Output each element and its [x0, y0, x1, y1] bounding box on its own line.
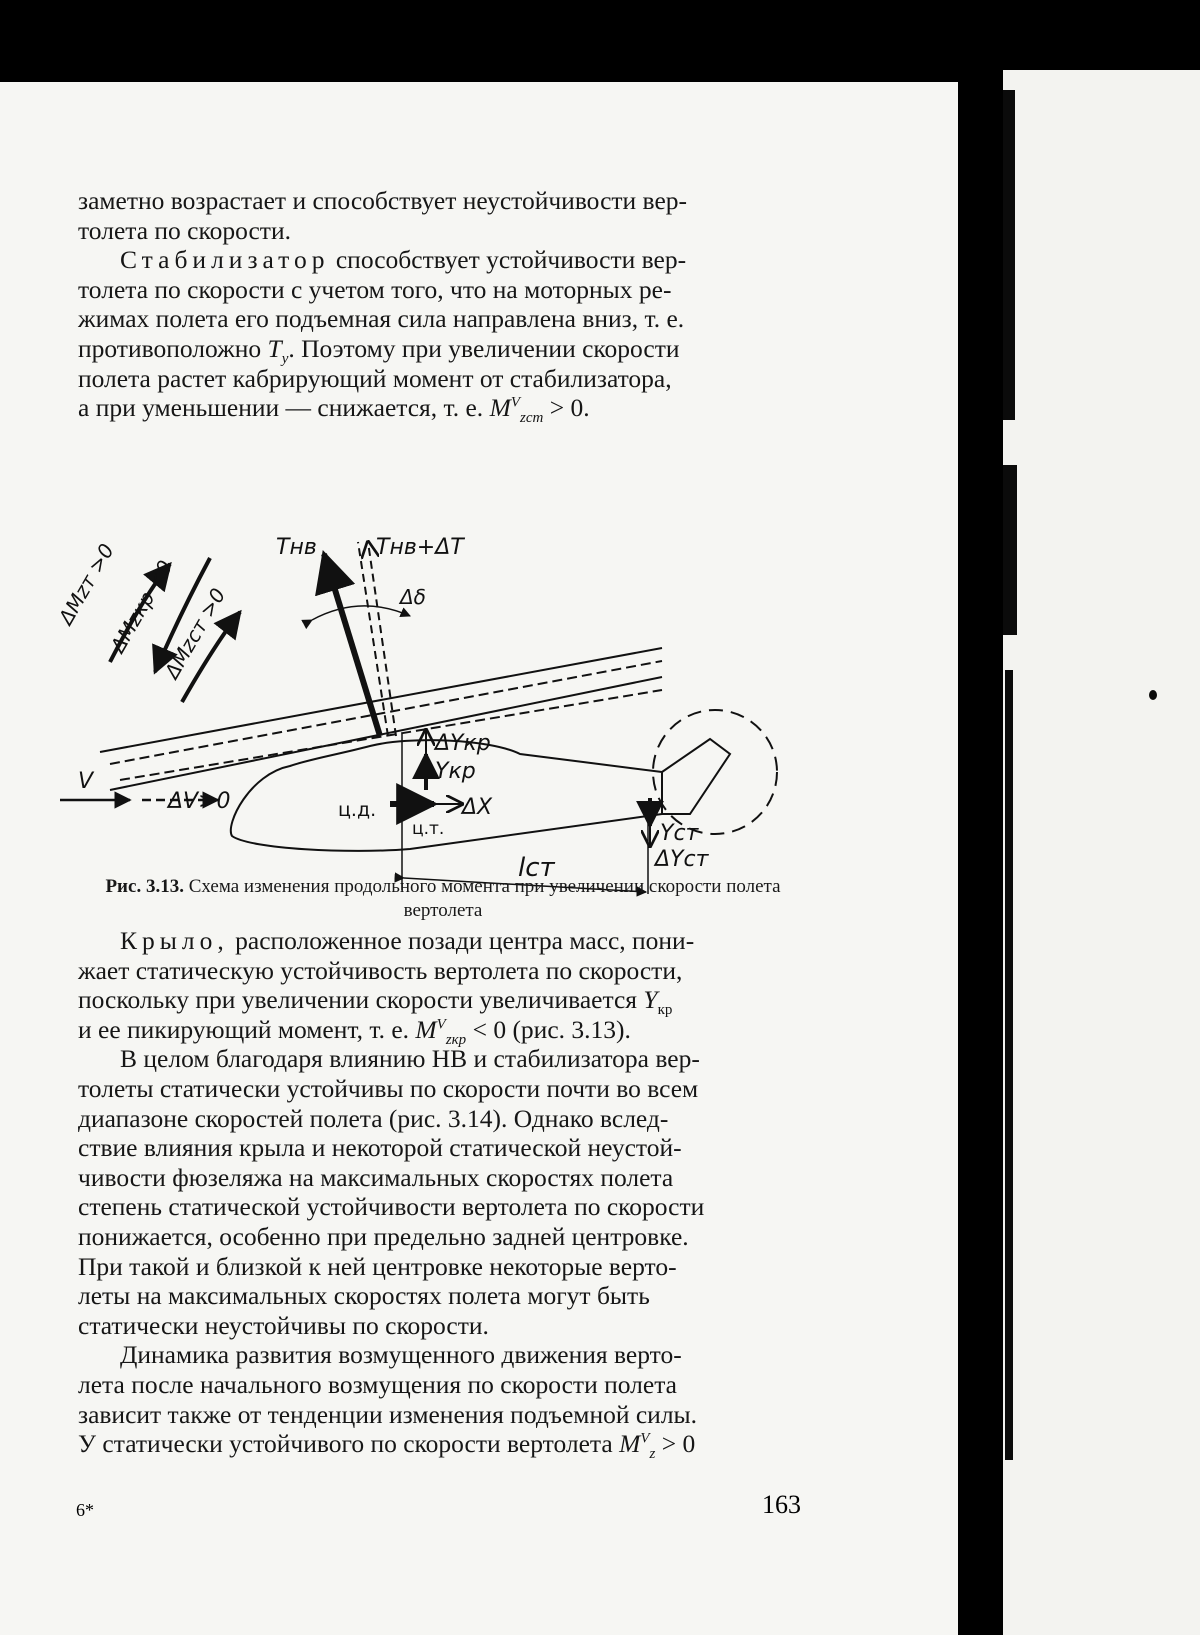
binding-bar	[1005, 670, 1013, 1460]
subscript: z	[649, 1446, 656, 1463]
label-y-st: Yст	[660, 821, 699, 846]
subscript: zст	[519, 410, 544, 427]
adjacent-page-strip	[1003, 70, 1200, 1635]
spaced-term: Крыло,	[120, 926, 229, 955]
text-block-top	[78, 186, 808, 427]
line: а при уменьшении — снижается, т. е.	[78, 393, 490, 423]
paragraph-2	[78, 245, 808, 427]
signature-mark: 6*	[76, 1500, 94, 1520]
line: . Поэтому при увеличении скорости	[288, 333, 680, 363]
line: заметно возрастает и способствует неустойчивости вер-	[78, 186, 687, 215]
symbol: M	[619, 1429, 641, 1459]
label-dm-zt: ΔMzт >0	[53, 539, 119, 629]
label-l-st: lст	[518, 853, 555, 883]
line: > 0	[655, 1429, 696, 1459]
line: расположенное позади центра масс, пони-	[228, 926, 695, 955]
line: лета после начального возмущения по скорости полета	[78, 1369, 677, 1399]
subscript: кр	[657, 1002, 673, 1019]
paragraph-4	[78, 1044, 808, 1340]
page-number: 163	[762, 1490, 801, 1519]
line: У статически устойчивого по скорости вертолета	[78, 1429, 620, 1459]
fuselage-outline	[231, 740, 662, 851]
label-delta-delta: Δδ	[400, 585, 426, 609]
label-cd: ц.д.	[338, 799, 377, 821]
label-dy-st: ΔYст	[655, 847, 709, 872]
line: леты на максимальных скоростях полета могут быть	[78, 1281, 650, 1311]
line: зависит также от тенденции изменения подъемной силы.	[78, 1399, 698, 1429]
subscript: zкр	[445, 1031, 467, 1048]
subscript: y	[281, 351, 289, 368]
paragraph-5	[78, 1340, 808, 1463]
figure-3-13-diagram	[50, 454, 840, 944]
superscript: V	[640, 1430, 650, 1447]
symbol: M	[489, 393, 511, 423]
label-dy-kr: ΔYкр	[435, 731, 491, 756]
label-t-nv-dt: Tнв+ΔT	[376, 535, 464, 560]
line: > 0.	[543, 393, 590, 423]
paragraph-3	[78, 926, 808, 1048]
line: ствие влияния крыла и некоторой статической неустой-	[78, 1133, 682, 1163]
tail-rotor-circle	[653, 710, 777, 834]
symbol: Y	[643, 985, 658, 1015]
paragraph-1	[78, 186, 808, 245]
label-y-kr: Yкр	[435, 759, 476, 784]
line: противоположно	[78, 333, 268, 363]
label-ct: ц.т.	[412, 819, 445, 839]
book-page	[0, 82, 958, 1635]
caption-number: Рис. 3.13.	[105, 876, 184, 897]
line: и ее пикирующий момент, т. е.	[78, 1014, 416, 1044]
line: чивости фюзеляжа на максимальных скоростях полета	[78, 1162, 674, 1192]
symbol: M	[415, 1014, 437, 1044]
line: поскольку при увеличении скорости увеличивается	[78, 985, 644, 1015]
label-dm-zst: ΔMzст >0	[159, 583, 231, 683]
tail-fin	[662, 739, 730, 814]
line: степень статической устойчивости вертолета по скорости	[78, 1192, 705, 1222]
binding-bar	[1003, 90, 1015, 420]
rotor-blade-line	[110, 677, 662, 790]
scan-speck	[1149, 690, 1157, 700]
superscript: V	[436, 1016, 446, 1033]
label-t-nv: Tнв	[276, 535, 317, 560]
line: полета растет кабрирующий момент от стабилизатора,	[78, 363, 672, 393]
delta-angle-arc	[312, 606, 410, 620]
line: диапазоне скоростей полета (рис. 3.14). Однако вслед-	[78, 1103, 669, 1133]
line: < 0 (рис. 3.13).	[466, 1014, 631, 1044]
line: В целом благодаря влиянию НВ и стабилизатора вер-	[120, 1044, 700, 1074]
label-dm-zkr: ΔMzкр <0	[105, 556, 178, 657]
superscript: V	[510, 394, 520, 411]
caption-text: Схема изменения продольного момента при увеличении скорости полета вертолета	[183, 876, 781, 921]
line: понижается, особенно при предельно задней центровке.	[78, 1221, 689, 1251]
line: статически неустойчивы по скорости.	[78, 1310, 489, 1340]
line: Динамика развития возмущенного движения верто-	[120, 1340, 682, 1370]
line: способствует устойчивости вер-	[329, 245, 687, 275]
line: При такой и близкой к ней центровке некоторые верто-	[78, 1251, 677, 1281]
label-dv: ΔV>0	[168, 789, 231, 814]
label-v: V	[78, 769, 94, 794]
symbol: T	[267, 333, 282, 363]
figure-caption	[78, 875, 808, 923]
line: толеты статически устойчивы по скорости почти во всем	[78, 1073, 699, 1103]
label-dx: ΔX	[462, 795, 493, 820]
rotor-blade-dashed	[110, 661, 662, 764]
text-block-bottom	[78, 926, 808, 1463]
line: жает статическую устойчивость вертолета по скорости,	[78, 955, 683, 985]
line: толета по скорости с учетом того, что на моторных ре-	[78, 274, 672, 304]
line: толета по скорости.	[78, 215, 291, 245]
spaced-term: Стабилизатор	[120, 245, 330, 275]
line: жимах полета его подъемная сила направлена вниз, т. е.	[78, 304, 685, 334]
binding-bar	[1003, 465, 1017, 635]
